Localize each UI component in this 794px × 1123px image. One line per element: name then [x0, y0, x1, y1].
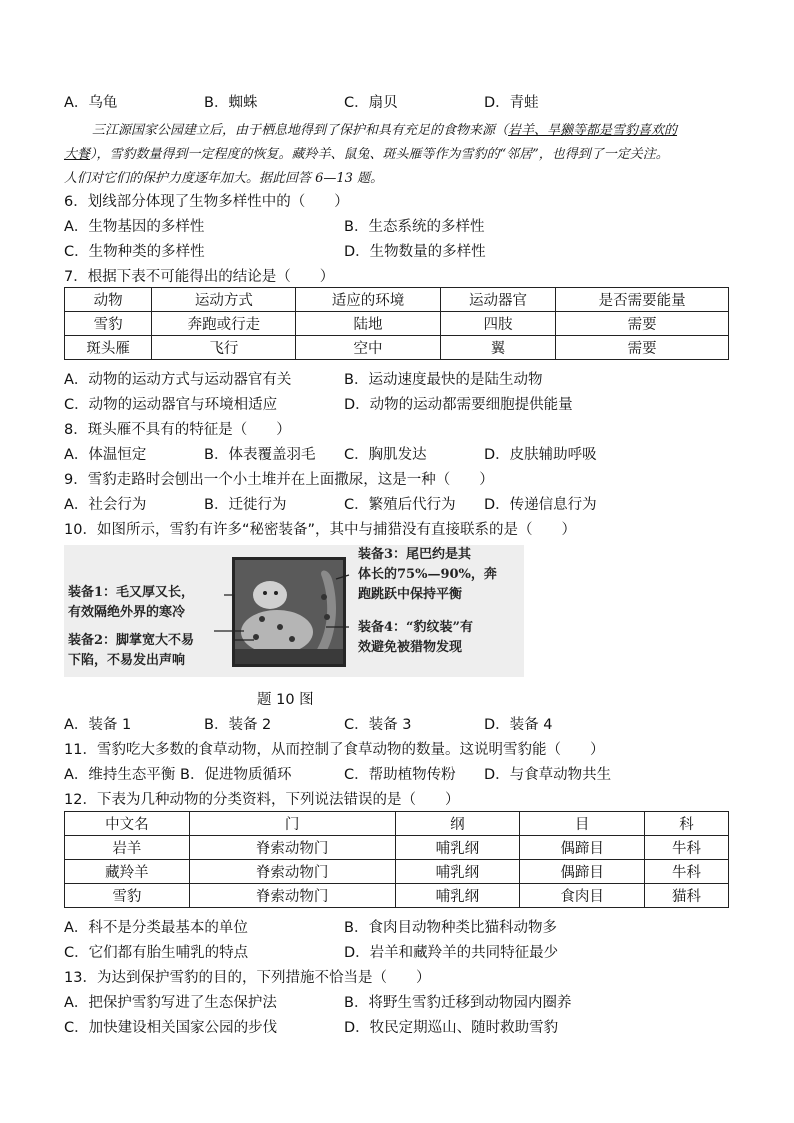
equipment-1-label [68, 583, 194, 623]
q12-option-a: A．科不是分类最基本的单位 [64, 920, 248, 936]
q12-option-d: D．岩羊和藏羚羊的共同特征最少 [344, 945, 559, 961]
table-cell: 脊索动物门 [189, 860, 395, 884]
q8-option-b: B．体表覆盖羽毛 [204, 447, 316, 463]
table-cell: 需要 [556, 312, 729, 336]
table-row [65, 336, 729, 360]
table-cell: 脊索动物门 [189, 836, 395, 860]
q5-option-a: A．乌龟 [64, 95, 118, 111]
table-cell: 四肢 [440, 312, 556, 336]
table-header-cell: 运动器官 [440, 288, 556, 312]
q13-option-c: C．加快建设相关国家公园的步伐 [64, 1020, 278, 1036]
passage-line-3: 人们对它们的保护力度逐年加大。据此回答 6—13 题。 [64, 171, 384, 186]
q10-options [64, 713, 744, 733]
table-cell: 藏羚羊 [65, 860, 190, 884]
q8-options [64, 443, 744, 463]
q11-option-ab: A．维持生态平衡 B．促进物质循环 [64, 767, 292, 783]
table-cell: 猫科 [644, 884, 728, 908]
q7-stem: 7．根据下表不可能得出的结论是（ ） [64, 269, 335, 285]
q6-option-c: C．生物种类的多样性 [64, 244, 205, 260]
table-cell: 哺乳纲 [395, 836, 520, 860]
q9-options [64, 493, 744, 513]
table-cell: 哺乳纲 [395, 884, 520, 908]
table-cell: 食肉目 [520, 884, 645, 908]
passage-text: ），雪豹数量得到一定程度的恢复。藏羚羊、鼠兔、斑头雁等作为雪豹的“邻居”，也得到了一定关注。 [90, 147, 669, 162]
q12-option-c: C．它们都有胎生哺乳的特点 [64, 945, 249, 961]
q12-options-row-2 [64, 941, 744, 961]
q5-option-c: C．扇贝 [344, 95, 398, 111]
q12-table [64, 811, 729, 908]
table-cell: 奔跑或行走 [152, 312, 296, 336]
table-row [65, 836, 729, 860]
table-cell: 翼 [440, 336, 556, 360]
q9-option-b: B．迁徙行为 [204, 497, 287, 513]
q11-stem: 11．雪豹吃大多数的食草动物，从而控制了食草动物的数量。这说明雪豹能（ ） [64, 742, 605, 758]
q13-options-row-2 [64, 1016, 744, 1036]
equipment-2-label [68, 631, 194, 671]
q10-stem: 10．如图所示，雪豹有许多“秘密装备”，其中与捕猎没有直接联系的是（ ） [64, 522, 576, 538]
q9-option-c: C．繁殖后代行为 [344, 497, 456, 513]
equipment-4-label [358, 618, 473, 658]
q12-option-b: B．食肉目动物种类比猫科动物多 [344, 920, 557, 936]
q7-option-b: B．运动速度最快的是陆生动物 [344, 372, 543, 388]
q5-option-b: B．蜘蛛 [204, 95, 258, 111]
table-header-cell: 门 [189, 812, 395, 836]
q10-figure [64, 545, 524, 677]
table-header-row [65, 288, 729, 312]
table-header-cell: 是否需要能量 [556, 288, 729, 312]
table-row [65, 312, 729, 336]
q11-option-c: C．帮助植物传粉 [344, 767, 456, 783]
table-cell: 飞行 [152, 336, 296, 360]
label-line: 装备2：脚掌宽大不易 [68, 633, 195, 648]
label-line: 下陷，不易发出声响 [68, 653, 186, 668]
q13-option-b: B．将野生雪豹迁移到动物园内圈养 [344, 995, 572, 1011]
label-line: 有效隔绝外界的寒冷 [68, 605, 186, 620]
q12-options-row-1 [64, 916, 744, 936]
q6-options-row-2 [64, 240, 744, 260]
q7-option-c: C．动物的运动器官与环境相适应 [64, 397, 278, 413]
table-row [65, 860, 729, 884]
q9-option-a: A．社会行为 [64, 497, 147, 513]
table-cell: 牛科 [644, 836, 728, 860]
table-cell: 陆地 [296, 312, 440, 336]
q5-option-d: D．青蛙 [484, 95, 539, 111]
label-line: 体长的75%—90%，奔 [358, 567, 497, 582]
table-cell: 牛科 [644, 860, 728, 884]
table-row [65, 884, 729, 908]
passage-underlined: 大餐 [64, 147, 91, 162]
q8-stem: 8．斑头雁不具有的特征是（ ） [64, 422, 291, 438]
table-cell: 空中 [296, 336, 440, 360]
q7-options-row-1 [64, 368, 744, 388]
table-header-cell: 中文名 [65, 812, 190, 836]
table-cell: 偶蹄目 [520, 860, 645, 884]
figure-caption: 题 10 图 [257, 692, 314, 708]
table-header-cell: 动物 [65, 288, 152, 312]
q13-stem: 13．为达到保护雪豹的目的，下列措施不恰当是（ ） [64, 970, 431, 986]
table-cell: 岩羊 [65, 836, 190, 860]
label-line: 效避免被猎物发现 [358, 640, 463, 655]
q7-table [64, 287, 729, 360]
q12-stem: 12．下表为几种动物的分类资料，下列说法错误的是（ ） [64, 792, 460, 808]
q9-option-d: D．传递信息行为 [484, 497, 597, 513]
q6-option-d: D．生物数量的多样性 [344, 244, 486, 260]
q13-option-a: A．把保护雪豹写进了生态保护法 [64, 995, 277, 1011]
q10-option-b: B．装备 2 [204, 717, 272, 733]
q13-option-d: D．牧民定期巡山、随时救助雪豹 [344, 1020, 559, 1036]
equipment-3-label [358, 545, 497, 605]
passage-underlined: 岩羊、旱獭等都是雪豹喜欢的 [508, 123, 678, 138]
q6-stem: 6．划线部分体现了生物多样性中的（ ） [64, 194, 349, 210]
q6-option-a: A．生物基因的多样性 [64, 219, 205, 235]
table-header-cell: 运动方式 [152, 288, 296, 312]
table-header-cell: 目 [520, 812, 645, 836]
q8-option-c: C．胸肌发达 [344, 447, 427, 463]
q10-option-d: D．装备 4 [484, 717, 553, 733]
passage-line-1 [92, 119, 677, 138]
table-cell: 哺乳纲 [395, 860, 520, 884]
table-cell: 雪豹 [65, 312, 152, 336]
table-cell: 脊索动物门 [189, 884, 395, 908]
table-header-cell: 适应的环境 [296, 288, 440, 312]
q6-options-row-1 [64, 215, 744, 235]
label-line: 装备3：尾巴约是其 [358, 547, 472, 562]
q6-option-b: B．生态系统的多样性 [344, 219, 485, 235]
q5-options [64, 91, 744, 111]
q10-option-c: C．装备 3 [344, 717, 412, 733]
q13-options-row-1 [64, 991, 744, 1011]
q7-option-d: D．动物的运动都需要细胞提供能量 [344, 397, 573, 413]
label-line: 装备4：“豹纹装”有 [358, 620, 474, 635]
q11-options [64, 763, 744, 783]
label-line: 跑跳跃中保持平衡 [358, 587, 463, 602]
label-line: 装备1：毛又厚又长， [68, 585, 195, 600]
q7-options-row-2 [64, 393, 744, 413]
q11-option-d: D．与食草动物共生 [484, 767, 612, 783]
q7-option-a: A．动物的运动方式与运动器官有关 [64, 372, 292, 388]
passage-line-2 [64, 143, 669, 162]
passage-text: 三江源国家公园建立后，由于栖息地得到了保护和具有充足的食物来源（ [92, 123, 509, 138]
table-cell: 偶蹄目 [520, 836, 645, 860]
q8-option-a: A．体温恒定 [64, 447, 147, 463]
table-cell: 雪豹 [65, 884, 190, 908]
table-header-cell: 科 [644, 812, 728, 836]
table-header-row [65, 812, 729, 836]
q9-stem: 9．雪豹走路时会刨出一个小土堆并在上面撒尿，这是一种（ ） [64, 472, 494, 488]
q10-option-a: A．装备 1 [64, 717, 132, 733]
table-cell: 需要 [556, 336, 729, 360]
table-header-cell: 纲 [395, 812, 520, 836]
table-cell: 斑头雁 [65, 336, 152, 360]
q8-option-d: D．皮肤辅助呼吸 [484, 447, 597, 463]
